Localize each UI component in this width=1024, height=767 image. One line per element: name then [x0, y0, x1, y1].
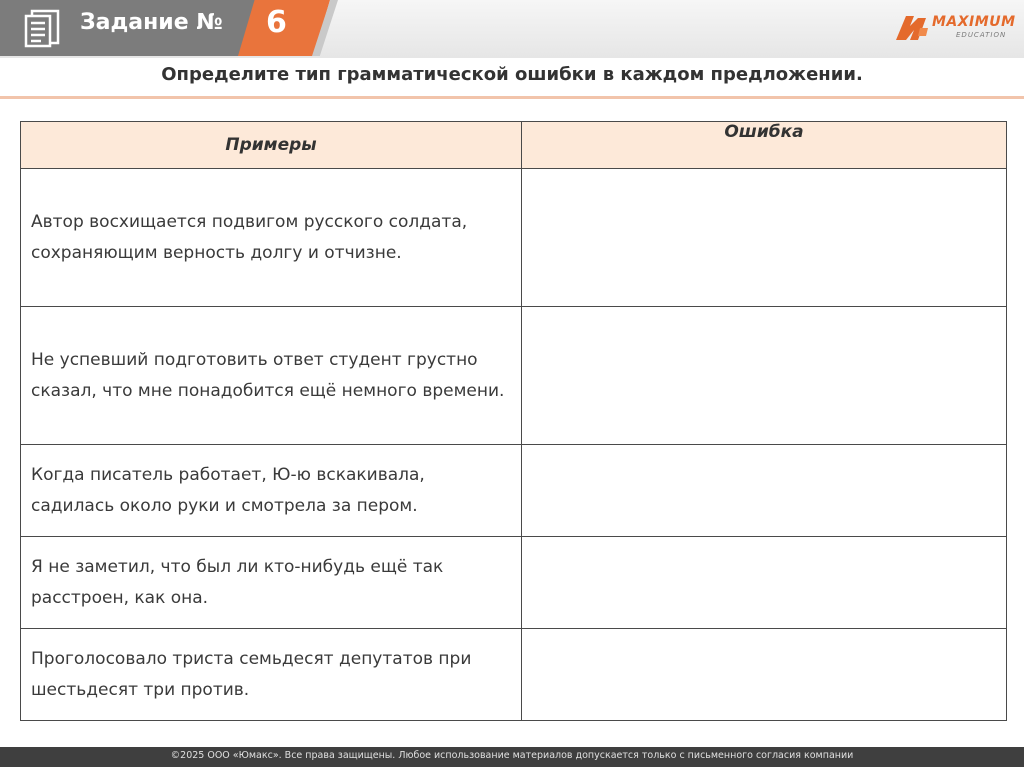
- example-cell: Я не заметил, что был ли кто-нибудь ещё так расстроен, как она.: [21, 537, 522, 629]
- error-answer-cell[interactable]: [522, 307, 1007, 445]
- table-row: [21, 169, 1007, 307]
- table-header-row: [21, 122, 1007, 169]
- column-header-examples: Примеры: [21, 122, 522, 169]
- logo-tagline: EDUCATION: [956, 31, 1007, 39]
- column-header-error: Ошибка: [522, 122, 1007, 169]
- error-answer-cell[interactable]: [522, 169, 1007, 307]
- error-answer-cell[interactable]: [522, 537, 1007, 629]
- copyright-text: ©2025 ООО «Юмакс». Все права защищены. Любое использование материалов допускается только с письменного согласия компании: [170, 750, 854, 761]
- instruction-text: Определите тип грамматической ошибки в каждом предложении.: [161, 64, 863, 85]
- table-row: [21, 445, 1007, 537]
- logo-name: MAXIMUM: [932, 14, 1016, 30]
- exercise-table: [20, 121, 1007, 721]
- footer-bar: [0, 747, 1024, 767]
- example-cell: Когда писатель работает, Ю-ю вскакивала, садилась около руки и смотрела за пером.: [21, 445, 522, 537]
- document-icon: [22, 8, 62, 48]
- task-label: Задание №: [80, 10, 223, 35]
- table-row: [21, 307, 1007, 445]
- example-cell: Автор восхищается подвигом русского солдата, сохраняющим верность долгу и отчизне.: [21, 169, 522, 307]
- error-answer-cell[interactable]: [522, 629, 1007, 721]
- table-row: [21, 629, 1007, 721]
- task-number: 6: [266, 5, 287, 40]
- example-cell: Не успевший подготовить ответ студент грустно сказал, что мне понадобится ещё немного времени.: [21, 307, 522, 445]
- error-answer-cell[interactable]: [522, 445, 1007, 537]
- instruction-divider: [0, 96, 1024, 99]
- table-row: [21, 537, 1007, 629]
- example-cell: Проголосовало триста семьдесят депутатов при шестьдесят три против.: [21, 629, 522, 721]
